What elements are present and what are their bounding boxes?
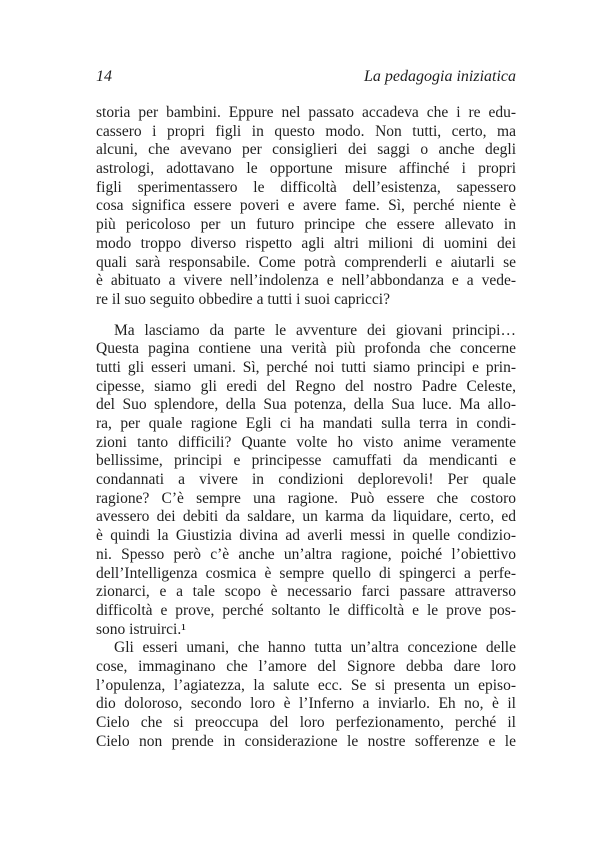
text-line: ni. Spesso però c’è anche un’altra ragione, poiché l’obiettivo bbox=[96, 545, 516, 563]
text-line: zioni tanto difficili? Quante volte ho visto anime veramente bbox=[96, 433, 516, 451]
page-header bbox=[96, 67, 516, 86]
text-line: ra, per quale ragione Egli ci ha mandati sulla terra in condi- bbox=[96, 415, 516, 432]
page-number: 14 bbox=[96, 68, 112, 85]
text-line: re il suo seguito obbedire a tutti i suoi capricci? bbox=[96, 290, 390, 308]
text-line: più pericoloso per un futuro principe che essere allevato in bbox=[96, 216, 516, 234]
text-line: condannati a vivere in condizioni deplorevoli! Per quale bbox=[96, 471, 516, 489]
text-line: Gli esseri umani, che hanno tutta un’altra concezione delle bbox=[114, 639, 516, 657]
text-line: zionarci, e a tale scopo è necessario farci passare attraverso bbox=[96, 583, 516, 601]
text-line: dell’Intelligenza cosmica è sempre quello di spingerci a perfe- bbox=[96, 564, 516, 582]
text-line: Cielo che si preoccupa del loro perfezionamento, perché il bbox=[96, 714, 516, 731]
text-line: è quindi la Giustizia divina ad averli messi in quelle condizio- bbox=[96, 527, 516, 545]
text-line: alcuni, che avevano per consiglieri dei saggi o anche degli bbox=[96, 141, 516, 159]
text-line: Questa pagina contiene una verità più profonda che concerne bbox=[96, 340, 516, 358]
text-line: quali sarà responsabile. Come potrà comprenderli e aiutarli se bbox=[96, 253, 516, 271]
text-line: astrologi, adottavano le opportune misure affinché i propri bbox=[96, 160, 516, 178]
running-title: La pedagogia iniziatica bbox=[364, 68, 516, 85]
text-line: è abituato a vivere nell’indolenza e nell’abbondanza e a vede- bbox=[96, 272, 516, 290]
text-line: bellissime, principi e principesse camuffati da mendicanti e bbox=[96, 452, 516, 470]
text-line: ragione? C’è sempre una ragione. Può essere che costoro bbox=[96, 489, 516, 507]
text-line: cose, immaginano che l’amore del Signore debba dare loro bbox=[96, 657, 516, 675]
paragraph bbox=[96, 639, 516, 751]
text-line: storia per bambini. Eppure nel passato accadeva che i re edu- bbox=[96, 104, 516, 121]
paragraph bbox=[96, 322, 516, 640]
text-line: l’opulenza, l’agiatezza, la salute ecc. Se si presenta un episo- bbox=[96, 676, 516, 694]
paragraph bbox=[96, 104, 516, 310]
text-line: cosa significa essere poveri e avere fame. Sì, perché niente è bbox=[96, 197, 516, 215]
text-line: tutti gli esseri umani. Sì, perché noi tutti siamo principi e prin- bbox=[96, 358, 516, 376]
text-line: modo troppo diverso rispetto agli altri milioni di uomini dei bbox=[96, 234, 516, 252]
text-line: dio doloroso, secondo loro è l’Inferno a inviarlo. Eh no, è il bbox=[96, 695, 516, 713]
text-line: figli sperimentassero le difficoltà dell’esistenza, sapessero bbox=[96, 178, 516, 196]
text-line: cipesse, siamo gli eredi del Regno del nostro Padre Celeste, bbox=[96, 377, 516, 395]
text-line: cassero i propri figli in questo modo. Non tutti, certo, ma bbox=[96, 122, 516, 140]
text-block bbox=[96, 104, 516, 751]
text-line: avessero dei debiti da saldare, un karma da liquidare, certo, ed bbox=[96, 508, 516, 526]
text-line: del Suo splendore, della Sua potenza, della Sua luce. Ma allo- bbox=[96, 396, 516, 414]
text-line: Cielo non prende in considerazione le nostre sofferenze e le bbox=[96, 732, 516, 750]
text-line: sono istruirci.¹ bbox=[96, 620, 186, 638]
text-line: difficoltà e prove, perché soltanto le difficoltà e le prove pos- bbox=[96, 601, 516, 619]
text-line: Ma lasciamo da parte le avventure dei giovani principi… bbox=[114, 321, 516, 339]
